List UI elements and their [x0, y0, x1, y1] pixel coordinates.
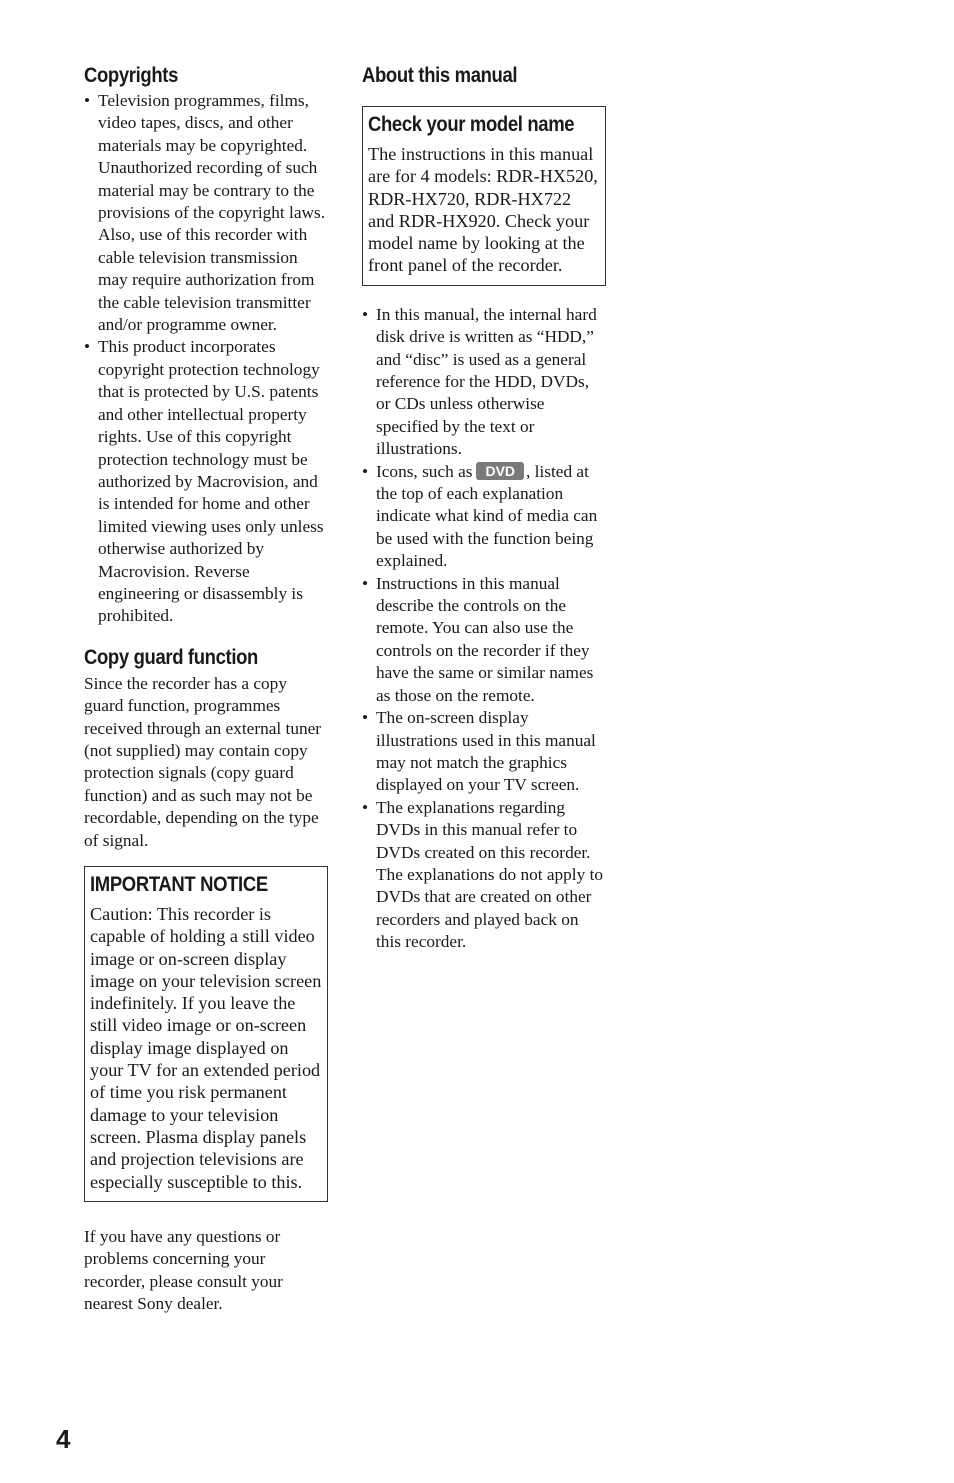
manual-note-controls: • Instructions in this manual describe the controls on the remote. You can also use the controls on the recorder if they have the same or similar names as those on the remote.	[362, 573, 606, 707]
model-name-title: Check your model name	[368, 113, 575, 136]
manual-note-display: • The on-screen display illustrations used in this manual may not match the graphics displayed on your TV screen.	[362, 707, 606, 797]
icons-note-before: Icons, such as	[376, 461, 473, 481]
copy-guard-text: Since the recorder has a copy guard function, programmes received through an external tuner (not supplied) may contain copy protection signals (copy guard function) and as such may not be recordable, depending on the type of signal.	[84, 673, 322, 850]
manual-notes-list	[362, 304, 606, 954]
copy-guard-heading: Copy guard function	[84, 645, 258, 669]
page-number: 4	[56, 1424, 71, 1454]
copyrights-item-1: • Television programmes, films, video tapes, discs, and other materials may be copyrighted. Unauthorized recording of such material may be contrary to the provisions of the copyright laws. Also, use of this recorder with cable television transmission may require authorization from the cable television transmitter and/or programme owner.	[84, 90, 328, 336]
left-column	[84, 60, 328, 1315]
copyrights-heading: Copyrights	[84, 64, 179, 87]
manual-note-icons	[362, 461, 606, 573]
important-notice-box	[84, 866, 328, 1202]
icons-note-after: , listed at the top of each explanation indicate what kind of media can be used with the function being explained.	[376, 461, 598, 571]
closing-text: If you have any questions or problems concerning your recorder, please consult your nearest Sony dealer.	[84, 1226, 283, 1314]
model-name-box	[362, 106, 606, 286]
about-manual-heading: About this manual	[362, 64, 518, 87]
manual-note-dvds: • The explanations regarding DVDs in this manual refer to DVDs created on this recorder. The explanations do not apply to DVDs that are created on other recorders and played back on this recorder.	[362, 797, 606, 954]
dvd-icon: DVD	[476, 462, 524, 480]
manual-note-hdd: • In this manual, the internal hard disk drive is written as “HDD,” and “disc” is used as a general reference for the HDD, DVDs, or CDs unless otherwise specified by the text or illustrations.	[362, 304, 606, 461]
right-column	[362, 60, 606, 954]
important-notice-title: IMPORTANT NOTICE	[90, 873, 268, 896]
copyrights-list	[84, 90, 328, 628]
copyrights-item-2: • This product incorporates copyright protection technology that is protected by U.S. patents and other intellectual property rights. Use of this copyright protection technology must be authorized by Macrovision, and is intended for home and other limited viewing uses only unless otherwise authorized by Macrovision. Reverse engineering or disassembly is prohibited.	[84, 336, 328, 627]
important-notice-text: Caution: This recorder is capable of holding a still video image or on-screen display image on your television screen indefinitely. If you leave the still video image or on-screen display image displayed on your TV for an extended period of time you risk permanent damage to your television screen. Plasma display panels and projection televisions are especially susceptible to this.	[90, 904, 322, 1192]
model-name-text: The instructions in this manual are for 4 models: RDR-HX520, RDR-HX720, RDR-HX722 and RDR-HX920. Check your model name by looking at the front panel of the recorder.	[368, 144, 598, 276]
